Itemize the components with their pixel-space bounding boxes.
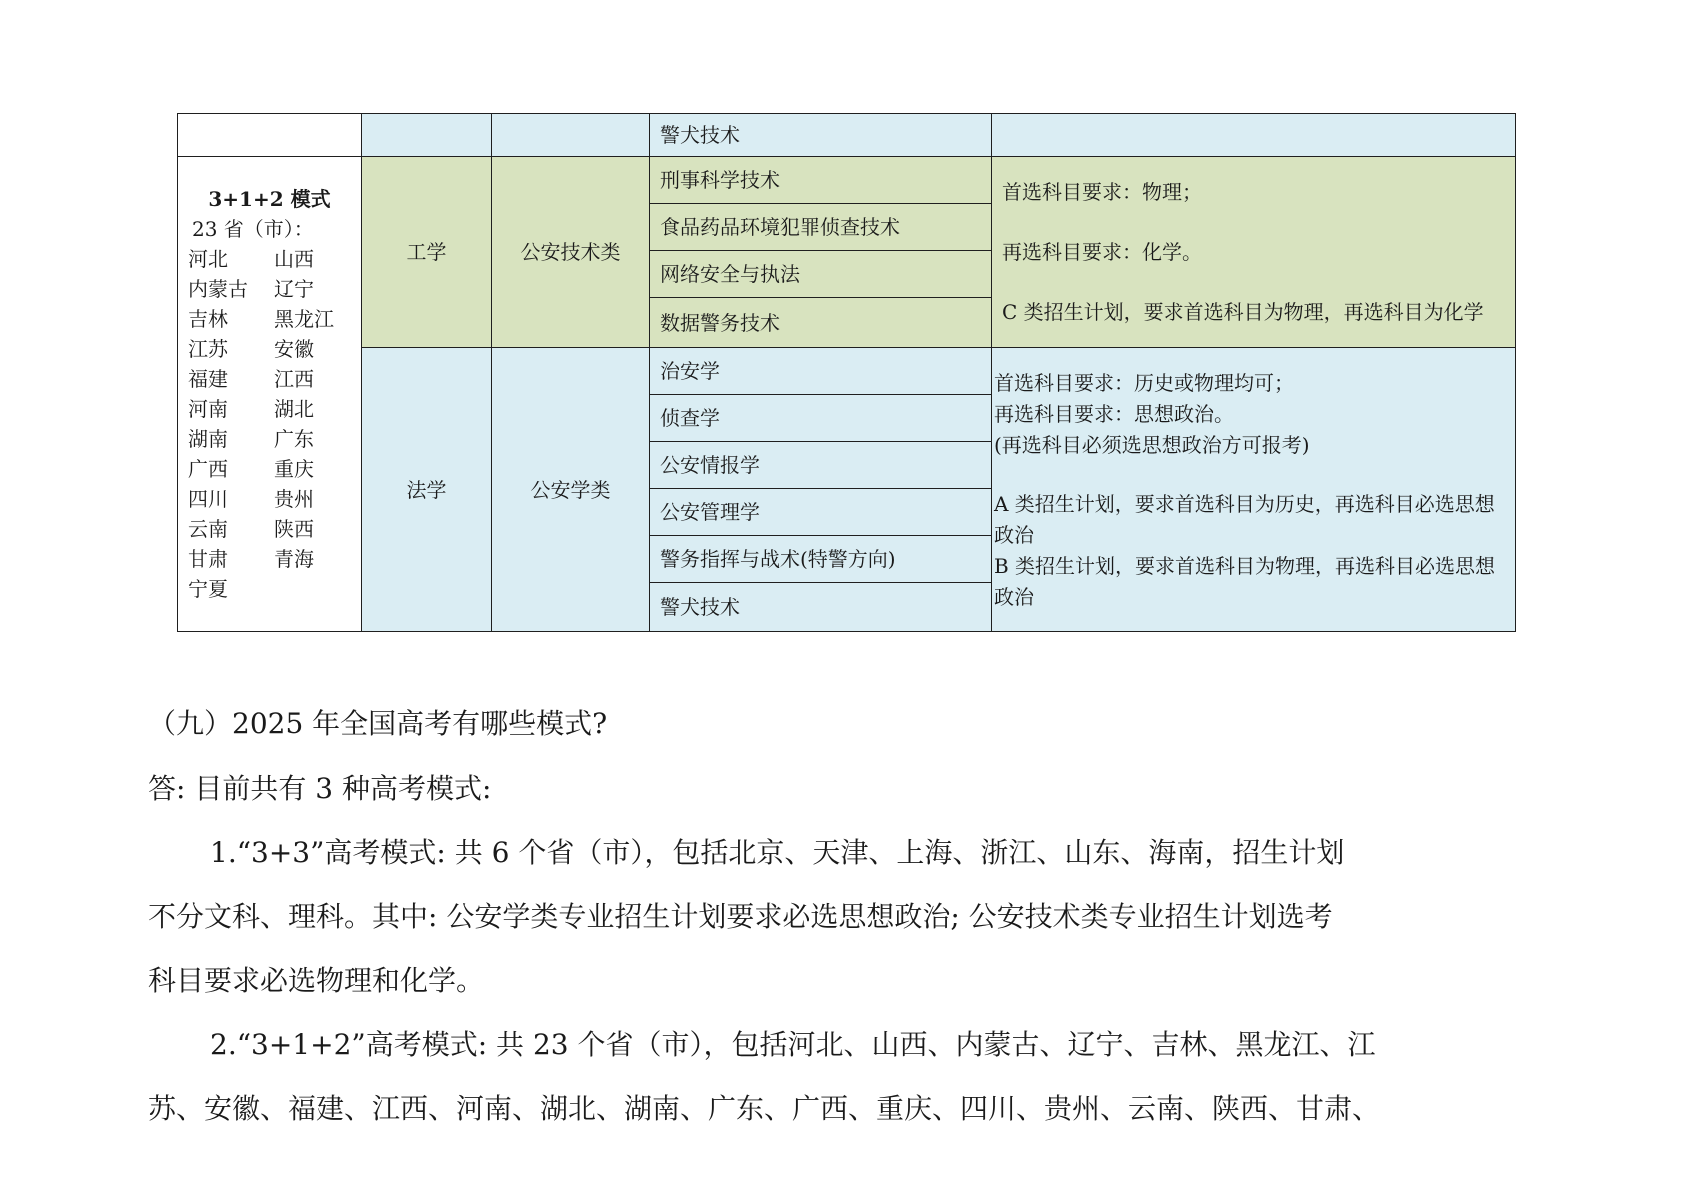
mode-cell-empty (178, 114, 362, 157)
province-item: 安徽 (274, 337, 314, 361)
province-count: 23 省（市）： (192, 217, 314, 241)
major-cell: 警犬技术 (650, 583, 992, 632)
province-item: 江西 (274, 367, 314, 391)
paragraph-line: 2.“3+1+2”高考模式: 共 23 个省（市），包括河北、山西、内蒙古、辽宁、吉林、黑龙江、江 (210, 1028, 1376, 1061)
spacer (1002, 207, 1505, 237)
province-item: 广东 (274, 427, 314, 451)
requirement-cell-empty (992, 114, 1516, 157)
category-cell-empty (492, 114, 650, 157)
province-item: 吉林 (188, 307, 228, 331)
section-heading: （九）2025 年全国高考有哪些模式? (148, 707, 608, 740)
province-item: 辽宁 (274, 277, 314, 301)
major-cell: 治安学 (650, 348, 992, 395)
province-item: 青海 (274, 547, 314, 571)
major-cell: 数据警务技术 (650, 298, 992, 348)
requirement-plan-a: A 类招生计划，要求首选科目为历史，再选科目必选思想政治 (994, 492, 1495, 547)
province-item: 湖北 (274, 397, 314, 421)
province-item: 甘肃 (188, 547, 228, 571)
major-cell: 警犬技术 (650, 114, 992, 157)
province-item: 河北 (188, 247, 228, 271)
province-item: 重庆 (274, 457, 314, 481)
province-item: 河南 (188, 397, 228, 421)
province-item: 内蒙古 (188, 277, 248, 301)
paragraph-line: 苏、安徽、福建、江西、河南、湖北、湖南、广东、广西、重庆、四川、贵州、云南、陕西、甘肃、 (148, 1092, 1381, 1125)
province-item: 山西 (274, 247, 314, 271)
subject-requirements-table (177, 113, 1516, 632)
requirement-first-subject: 首选科目要求：历史或物理均可； (994, 371, 1294, 395)
spacer (994, 461, 1505, 489)
province-item: 宁夏 (188, 577, 228, 601)
province-item: 四川 (188, 487, 228, 511)
mode-title: 3+1+2 模式 (208, 187, 331, 211)
discipline-cell: 工学 (362, 157, 492, 348)
province-item: 湖南 (188, 427, 228, 451)
major-cell: 公安情报学 (650, 442, 992, 489)
answer-intro: 答: 目前共有 3 种高考模式: (148, 772, 492, 805)
province-item: 广西 (188, 457, 228, 481)
major-cell: 网络安全与执法 (650, 251, 992, 298)
province-item: 江苏 (188, 337, 228, 361)
province-list (188, 244, 351, 604)
requirement-second-subject: 再选科目要求：思想政治。 (994, 402, 1234, 426)
province-item: 陕西 (274, 517, 314, 541)
major-cell: 刑事科学技术 (650, 157, 992, 204)
table-row (178, 114, 1516, 157)
major-cell: 公安管理学 (650, 489, 992, 536)
requirement-plan-c: C 类招生计划，要求首选科目为物理，再选科目为化学 (1002, 300, 1484, 324)
requirement-first-subject: 首选科目要求：物理； (1002, 180, 1202, 204)
table-row (178, 348, 1516, 395)
province-item: 云南 (188, 517, 228, 541)
paragraph-line: 不分文科、理科。其中: 公安学类专业招生计划要求必选思想政治; 公安技术类专业招生计划选考 (148, 900, 1333, 933)
discipline-cell: 法学 (362, 348, 492, 632)
table-row (178, 157, 1516, 204)
major-cell: 食品药品环境犯罪侦查技术 (650, 204, 992, 251)
category-cell: 公安学类 (492, 348, 650, 632)
paragraph-line: 1.“3+3”高考模式: 共 6 个省（市），包括北京、天津、上海、浙江、山东、海南，招生计划 (210, 836, 1345, 869)
requirement-cell (992, 157, 1516, 348)
requirement-second-subject: 再选科目要求：化学。 (1002, 240, 1202, 264)
discipline-cell-empty (362, 114, 492, 157)
major-cell: 警务指挥与战术(特警方向) (650, 536, 992, 583)
category-cell: 公安技术类 (492, 157, 650, 348)
paragraph-line: 科目要求必选物理和化学。 (148, 964, 485, 997)
requirement-note: (再选科目必须选思想政治方可报考) (994, 433, 1310, 457)
major-cell: 侦查学 (650, 395, 992, 442)
spacer (1002, 267, 1505, 297)
province-item: 黑龙江 (274, 307, 334, 331)
requirement-plan-b: B 类招生计划，要求首选科目为物理，再选科目必选思想政治 (994, 554, 1496, 609)
province-item: 贵州 (274, 487, 314, 511)
requirement-cell (992, 348, 1516, 632)
province-item: 福建 (188, 367, 228, 391)
mode-cell (178, 157, 362, 632)
